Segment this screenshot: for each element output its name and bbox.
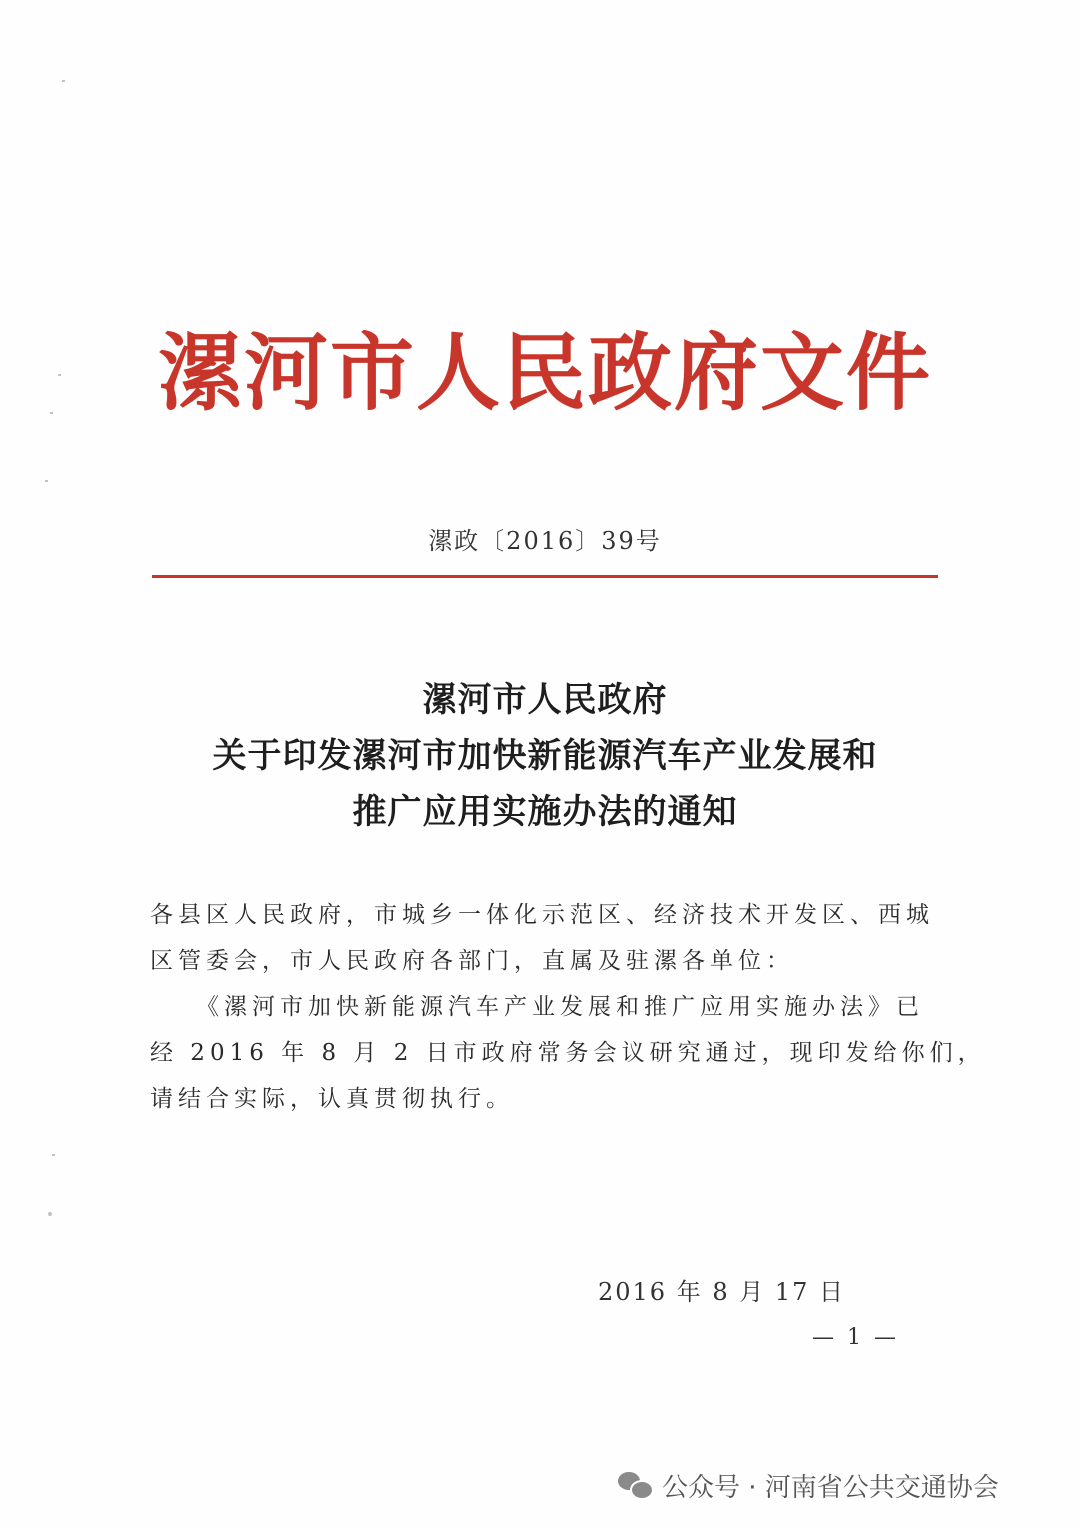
wechat-watermark: [618, 1460, 999, 1510]
watermark-text: 公众号 · 河南省公共交通协会: [662, 1472, 999, 1503]
body-line: 经 2016 年 8 月 2 日市政府常务会议研究通过，现印发给你们，: [150, 1040, 986, 1066]
notice-title-line: 漯河市人民政府: [422, 680, 668, 720]
scan-mark: [45, 480, 48, 482]
issue-date: 2016 年 8 月 17 日: [598, 1278, 846, 1306]
body-line: 请结合实际，认真贯彻执行。: [150, 1086, 514, 1112]
header-divider: [152, 575, 938, 578]
scan-mark: [62, 80, 65, 82]
body-line: 区管委会，市人民政府各部门，直属及驻漯各单位：: [150, 948, 794, 974]
body-line: 各县区人民政府，市城乡一体化示范区、经济技术开发区、西城: [150, 902, 934, 928]
document-header-title: 漯河市人民政府文件: [157, 323, 932, 422]
scan-mark: [48, 1212, 52, 1216]
notice-title-line: 推广应用实施办法的通知: [352, 792, 738, 832]
notice-title-line: 关于印发漯河市加快新能源汽车产业发展和: [212, 736, 878, 776]
body-line: 《漯河市加快新能源汽车产业发展和推广应用实施办法》已: [196, 994, 924, 1020]
page-number: — 1 —: [812, 1325, 899, 1350]
notice-title: [150, 672, 940, 840]
scan-mark: [52, 1154, 55, 1156]
scan-mark: [50, 412, 53, 414]
notice-body: [150, 892, 986, 1122]
scan-mark: [58, 374, 61, 376]
document-number: 漯政〔2016〕39号: [428, 527, 662, 555]
wechat-icon: [618, 1470, 652, 1500]
